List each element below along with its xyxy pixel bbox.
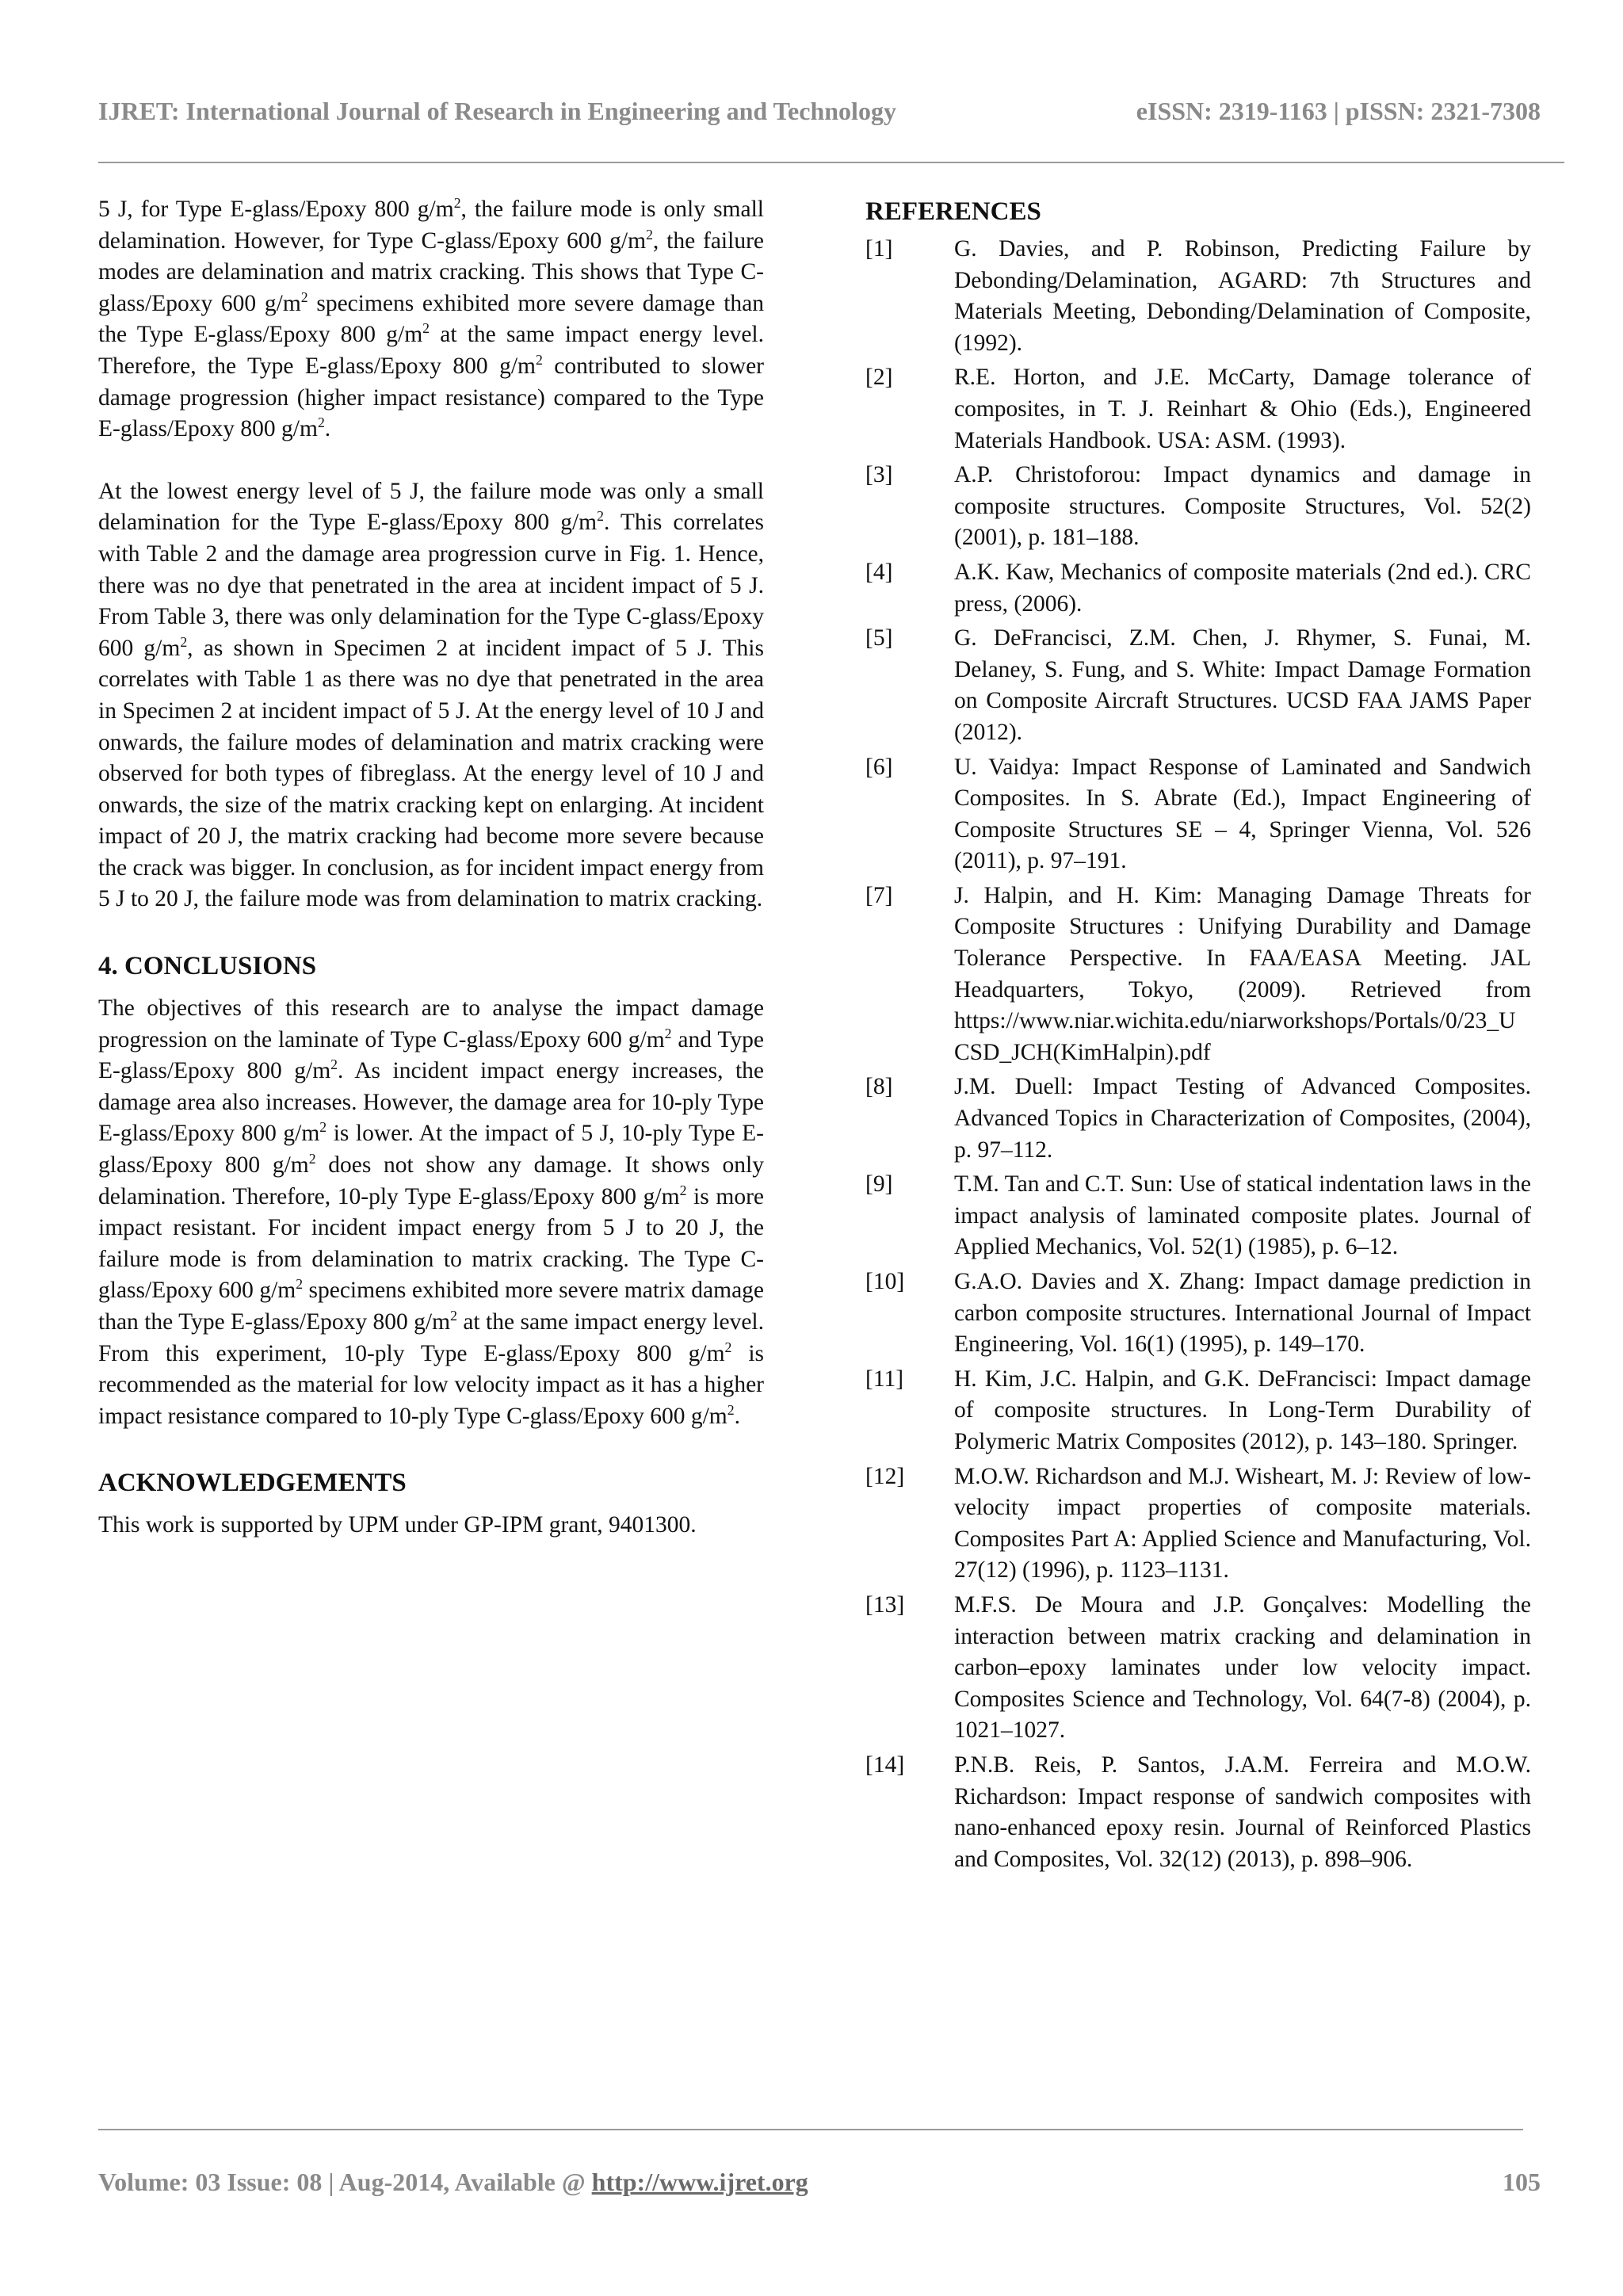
reference-item (865, 1169, 1531, 1263)
reference-item (865, 1590, 1531, 1747)
conclusions-paragraph: The objectives of this research are to analyse the impact damage progression on the laminate of Type C-glass/Epoxy 600 $g/m^2$ and Type E-glass/Epoxy 800 $g/m^2$. As incident impact energy increases, the damage area also increases. However, the damage area for 10-ply Type E-glass/Epoxy 800 $g/m^2$ is lower. At the impact of 5 J, 10-ply Type E-glass/Epoxy 800 $g/m^2$ does not show any damage. It shows only delamination. Therefore, 10-ply Type E-glass/Epoxy 800 $g/m^2$ is more impact resistant. For incident impact energy from 5 J to 20 J, the failure mode is from delamination to matrix cracking. The Type C-glass/Epoxy 600 $g/m^2$ specimens exhibited more severe matrix damage than the Type E-glass/Epoxy 800 $g/m^2$ at the same impact energy level. From this experiment, 10-ply Type E-glass/Epoxy 800 $g/m^2$ is recommended as the material for low velocity impact as it has a higher impact resistance compared to 10-ply Type C-glass/Epoxy 600 $g/m^2$. (98, 995, 765, 1429)
reference-text: G. DeFrancisci, Z.M. Chen, J. Rhymer, S. Funai, M. Delaney, S. Fung, and S. White: Impact Damage Formation on Composite Aircraft Structures. UCSD FAA JAMS Paper (2012). (954, 625, 1531, 745)
reference-item (865, 1750, 1531, 1875)
reference-item (865, 1266, 1531, 1361)
reference-text: A.P. Christoforou: Impact dynamics and damage in composite structures. Composite Structures, Vol. 52(2) (2001), p. 181–188. (954, 462, 1531, 551)
paragraph-1: 5 J, for Type E-glass/Epoxy 800 $g/m^2$, the failure mode is only small delamination. However, for Type C-glass/Epoxy 600 $g/m^2$, the failure modes are delamination and matrix cracking. This shows that Type C-glass/Epoxy 600 $g/m^2$ specimens exhibited more severe damage than the Type E-glass/Epoxy 800 $g/m^2$ at the same impact energy level. Therefore, the Type E-glass/Epoxy 800 $g/m^2$ contributed to slower damage progression (higher impact resistance) compared to the Type E-glass/Epoxy 800 $g/m^2$. (98, 195, 765, 442)
reference-item (865, 881, 1531, 1069)
reference-item (865, 1072, 1531, 1166)
reference-text: M.F.S. De Moura and J.P. Gonçalves: Modelling the interaction between matrix cracking and delamination in carbon–epoxy laminates under low velocity impact. Composites Science and Technology, Vol. 64(7-8) (2004), p. 1021–1027. (954, 1591, 1531, 1744)
reference-item (865, 752, 1531, 877)
reference-number: [1] (865, 236, 893, 262)
acknowledgements-heading: ACKNOWLEDGEMENTS (98, 1469, 407, 1498)
reference-item (865, 1461, 1531, 1587)
reference-number: [3] (865, 462, 893, 488)
references-heading: REFERENCES (865, 197, 1041, 226)
reference-number: [4] (865, 559, 893, 585)
reference-item (865, 460, 1531, 554)
reference-number: [9] (865, 1171, 893, 1198)
reference-text: J.M. Duell: Impact Testing of Advanced Composites. Advanced Topics in Characterization of Composites, (2004), p. 97–112. (954, 1074, 1531, 1163)
page-header (98, 97, 1541, 135)
reference-item (865, 362, 1531, 457)
reference-item (865, 234, 1531, 359)
reference-item (865, 623, 1531, 748)
reference-item (865, 557, 1531, 620)
reference-item (865, 1364, 1531, 1458)
reference-text: P.N.B. Reis, P. Santos, J.A.M. Ferreira and M.O.W. Richardson: Impact response of sandwich composites with nano-enhanced epoxy resin. Journal of Reinforced Plastics and Composites, Vol. 32(12) (2013), p. 898–906. (954, 1752, 1531, 1872)
reference-number: [6] (865, 754, 893, 780)
reference-number: [12] (865, 1463, 905, 1489)
footer-rule (98, 2129, 1523, 2130)
left-column (98, 194, 764, 1541)
reference-text: J. Halpin, and H. Kim: Managing Damage Threats for Composite Structures : Unifying Durability and Damage Tolerance Perspective. In FAA/EASA Meeting. JAL Headquarters, Tokyo, (2009). Retrieved from https://www.niar.wichita.edu/niarworkshops/Portals/0/23_UCSD_JCH(KimHalpin).pdf (954, 882, 1531, 1065)
journal-title: IJRET: International Journal of Research in Engineering and Technology (98, 97, 896, 125)
reference-number: [5] (865, 625, 893, 651)
header-rule (98, 162, 1564, 163)
references-column (865, 194, 1531, 1878)
references-list (865, 234, 1531, 1875)
journal-link[interactable]: http://www.ijret.org (591, 2168, 808, 2196)
reference-number: [11] (865, 1366, 904, 1392)
reference-text: M.O.W. Richardson and M.J. Wisheart, M. J: Review of low-velocity impact properties of composite materials. Composites Part A: Applied Science and Manufacturing, Vol. 27(12) (1996), p. 1123–1131. (954, 1463, 1531, 1584)
volume-info: Volume: 03 Issue: 08 | Aug-2014, Available @ (98, 2168, 592, 2196)
reference-text: G. Davies, and P. Robinson, Predicting Failure by Debonding/Delamination, AGARD: 7th Structures and Materials Meeting, Debonding/Delamination of Composite, (1992). (954, 236, 1531, 356)
reference-number: [7] (865, 882, 893, 908)
reference-text: U. Vaidya: Impact Response of Laminated and Sandwich Composites. In S. Abrate (Ed.), Impact Engineering of Composite Structures SE – 4, Springer Vienna, Vol. 526 (2011), p. 97–191. (954, 754, 1531, 874)
paragraph-2: At the lowest energy level of 5 J, the failure mode was only a small delamination for the Type E-glass/Epoxy 800 $g/m^2$. This correlates with Table 2 and the damage area progression curve in Fig. 1. Hence, there was no dye that penetrated in the area at incident impact of 5 J. From Table 3, there was only delamination for the Type C-glass/Epoxy 600 $g/m^2$, as shown in Specimen 2 at incident impact of 5 J. This correlates with Table 1 as there was no dye that penetrated in the area in Specimen 2 at incident impact of 5 J. At the energy level of 10 J and onwards, the failure modes of delamination and matrix cracking were observed for both types of fibreglass. At the energy level of 10 J and onwards, the size of the matrix cracking kept on enlarging. At incident impact of 20 J, the matrix cracking had become more severe because the crack was bigger. In conclusion, as for incident impact energy from 5 J to 20 J, the failure mode was from delamination to matrix cracking. (98, 478, 765, 912)
reference-text: R.E. Horton, and J.E. McCarty, Damage tolerance of composites, in T. J. Reinhart & Ohio (Eds.), Engineered Materials Handbook. USA: ASM. (1993). (954, 365, 1531, 453)
page-footer (98, 2168, 1541, 2206)
reference-number: [14] (865, 1752, 905, 1778)
issn-info: eISSN: 2319-1163 | pISSN: 2321-7308 (1136, 97, 1541, 125)
reference-text: G.A.O. Davies and X. Zhang: Impact damage prediction in carbon composite structures. International Journal of Impact Engineering, Vol. 16(1) (1995), p. 149–170. (954, 1269, 1531, 1358)
reference-text: T.M. Tan and C.T. Sun: Use of statical indentation laws in the impact analysis of laminated composite plates. Journal of Applied Mechanics, Vol. 52(1) (1985), p. 6–12. (954, 1171, 1531, 1260)
reference-number: [13] (865, 1591, 905, 1618)
page-number: 105 (1503, 2168, 1541, 2196)
reference-text: H. Kim, J.C. Halpin, and G.K. DeFrancisci: Impact damage of composite structures. In Long-Term Durability of Polymeric Matrix Composites (2012), p. 143–180. Springer. (954, 1366, 1531, 1454)
conclusions-heading: 4. CONCLUSIONS (98, 952, 317, 981)
reference-number: [10] (865, 1269, 905, 1294)
reference-number: [2] (865, 365, 893, 391)
reference-text: A.K. Kaw, Mechanics of composite materials (2nd ed.). CRC press, (2006). (954, 559, 1531, 617)
reference-number: [8] (865, 1074, 893, 1100)
acknowledgements-text: This work is supported by UPM under GP-IPM grant, 9401300. (98, 1512, 697, 1538)
